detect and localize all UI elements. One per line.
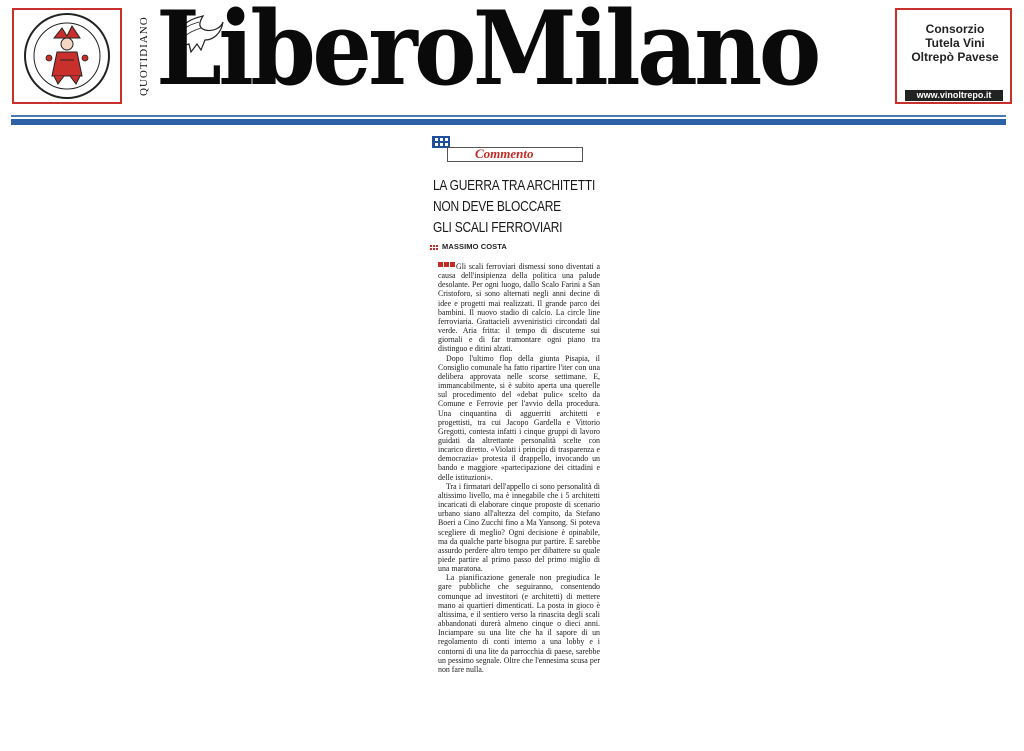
article-paragraph: La pianificazione generale non pregiudica le gare pubbliche che seguiranno, consentendo comunque ad investitori (e architetti) di mettere mano ai quartieri dimenticati. La posta in gioco è altissima, e il sentiero verso la rinascita degli scali abbandonati durerà almeno cinque o dieci anni. Inciampare su una lite che ha il sapore di un regolamento di conti interno a una lobby e i contorni di una lite da parrocchia di paese, sarebbe un pessimo segnale. Oltre che l'ennesima scusa per non fare nulla. (438, 573, 600, 674)
lead-squares-icon (438, 262, 456, 268)
masthead-title: LiberoMilano (156, 0, 818, 109)
header-divider-thin (11, 115, 1006, 117)
consorzio-line: Tutela Vini (925, 36, 985, 50)
quotidiano-label: QUOTIDIANO (138, 16, 150, 96)
article-byline: MASSIMO COSTA (442, 242, 507, 251)
crest-seal-icon (14, 10, 120, 102)
consorzio-name (905, 22, 1005, 64)
article-paragraph (438, 262, 600, 354)
headline-line: LA GUERRA TRA ARCHITETTI (433, 177, 596, 194)
masthead-side-label (138, 8, 154, 104)
header-divider-thick (11, 119, 1006, 125)
consorzio-url[interactable]: www.vinoltrepo.it (905, 90, 1003, 101)
article-paragraph: Tra i firmatari dell'appello ci sono personalità di altissimo livello, ma è innegabile che i 5 architetti incaricati di elaborare cinque proposte di scenario urbano siano all'altezza del compito, da Stefano Boeri a Cino Zucchi fino a Ma Yansong. Si poteva scegliere di meglio? Ogni decisione è opinabile, ma da qualche parte bisogna pur partire. E sarebbe assurdo perdere altro tempo per dibattere su quale piede partire al primo passo del primo miglio di una maratona. (438, 481, 600, 574)
article-paragraph: Dopo l'ultimo flop della giunta Pisapia, il Consiglio comunale ha fatto ripartire l'iter con una delibera approvata nelle scorse settimane. E, immancabilmente, si è subito aperta una querelle sul procedimento del «debat pulic» scelto da Comune e Ferrovie per l'avvio della procedura. Una cinquantina di agguerriti architetti e progettisti, tra cui Jacopo Gardella e Vittorio Gregotti, contesta infatti i cinque gruppi di lavoro guidati da altrettante personalità scelte con incarico diretto. «Violati i principi di trasparenza e democrazia» protesta il drappello, invocando un bando e maggiore «partecipazione dei cittadini e delle istituzioni». (438, 353, 600, 482)
oltrepo-marchio-storico-logo (12, 8, 122, 104)
consorzio-line: Oltrepò Pavese (911, 50, 999, 64)
headline-line: NON DEVE BLOCCARE (433, 198, 561, 215)
paragraph-text: Gli scali ferroviari dismessi sono diventati a causa dell'insipienza della politica una palude desolante. Per ogni luogo, dallo Scalo Farini a San Cristoforo, si sono alternati negli anni decine di idee e progetti mai realizzati. Il grande parco dei bambini. Il nuovo stadio di calcio. La circle line ferroviaria. Grattacieli avveniristici circondati dal verde. Aria fritta: il tempo di discuterne sui giornali e di far tramontare ogni piano tra distinguo e ditini alzati. (438, 262, 600, 354)
consorzio-logo (895, 8, 1012, 104)
consorzio-line: Consorzio (925, 22, 985, 36)
headline-line: GLI SCALI FERROVIARI (433, 219, 563, 236)
article-body (438, 262, 600, 674)
byline-dots-icon (430, 245, 440, 251)
section-kicker: Commento (475, 146, 534, 161)
article-headline (433, 175, 596, 238)
